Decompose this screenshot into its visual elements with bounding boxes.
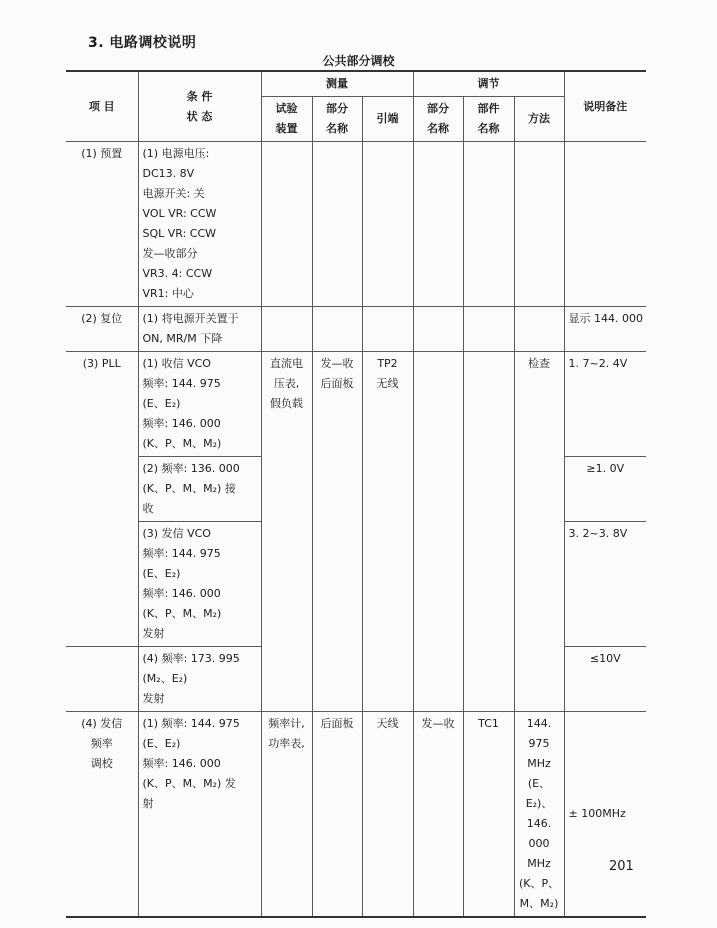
row-note: 3. 2~3. 8V [564, 522, 646, 647]
calibration-table [66, 70, 646, 918]
row-item: (4) 发信 频率 调校 [66, 712, 138, 918]
row-test-device: 直流电 压表, 假负载 [261, 352, 312, 712]
row-measure-part: 发—收 后面板 [312, 352, 362, 712]
header-measure-part: 部分 名称 [312, 97, 362, 142]
header-adjust-part: 部分 名称 [413, 97, 463, 142]
row-conditions: (2) 频率: 136. 000 (K、P、M、M₂) 接 收 [138, 457, 261, 522]
row-conditions: (3) 发信 VCO 频率: 144. 975 (E、E₂) 频率: 146. 000 (K、P、M、M₂) 发射 [138, 522, 261, 647]
row-adjust-part: 发—收 [413, 712, 463, 918]
row-item: (3) PLL [66, 352, 138, 647]
header-adjust: 调节 [413, 71, 564, 97]
table-row [66, 712, 646, 918]
header-lead: 引端 [362, 97, 413, 142]
row-test-device: 频率计, 功率表, [261, 712, 312, 918]
header-item: 项 目 [66, 71, 138, 142]
row-conditions: (1) 将电源开关置于 ON, MR/M 下降 [138, 307, 261, 352]
row-item: (2) 复位 [66, 307, 138, 352]
row-note: 1. 7~2. 4V [564, 352, 646, 457]
header-condition-line1: 条 件 [186, 89, 213, 103]
table-row [66, 352, 646, 457]
header-condition [138, 71, 261, 142]
row-method: 144. 975 MHz (E、E₂)、 146. 000 MHz (K、P、 M、M₂) [514, 712, 564, 918]
table-title: 公共部分调校 [322, 54, 395, 68]
section-title: 3. 电路调校说明 [88, 35, 197, 51]
row-note: ≤10V [564, 647, 646, 712]
row-lead: TP2 无线 [362, 352, 413, 712]
page-number: 201 [609, 859, 634, 874]
row-method: 检查 [514, 352, 564, 712]
header-component: 部件 名称 [463, 97, 514, 142]
row-item: (1) 预置 [66, 142, 138, 307]
row-note: 显示 144. 000 [564, 307, 646, 352]
row-component: TC1 [463, 712, 514, 918]
row-conditions: (1) 电源电压: DC13. 8V 电源开关: 关 VOL VR: CCW SQL VR: CCW 发—收部分 VR3. 4: CCW VR1: 中心 [138, 142, 261, 307]
header-measure: 测量 [261, 71, 413, 97]
row-lead: 天线 [362, 712, 413, 918]
header-method: 方法 [514, 97, 564, 142]
header-condition-line2: 状 态 [186, 109, 213, 123]
header-test-device: 试验 装置 [261, 97, 312, 142]
header-note: 说明备注 [564, 71, 646, 142]
row-note: ≥1. 0V [564, 457, 646, 522]
row-note: ± 100MHz [564, 712, 646, 918]
table-row [66, 307, 646, 352]
table-row [66, 142, 646, 307]
row-measure-part: 后面板 [312, 712, 362, 918]
row-conditions: (1) 收信 VCO 频率: 144. 975 (E、E₂) 频率: 146. 000 (K、P、M、M₂) [138, 352, 261, 457]
row-conditions: (1) 频率: 144. 975 (E、E₂) 频率: 146. 000 (K、P、M、M₂) 发 射 [138, 712, 261, 918]
row-conditions: (4) 频率: 173. 995 (M₂、E₂) 发射 [138, 647, 261, 712]
